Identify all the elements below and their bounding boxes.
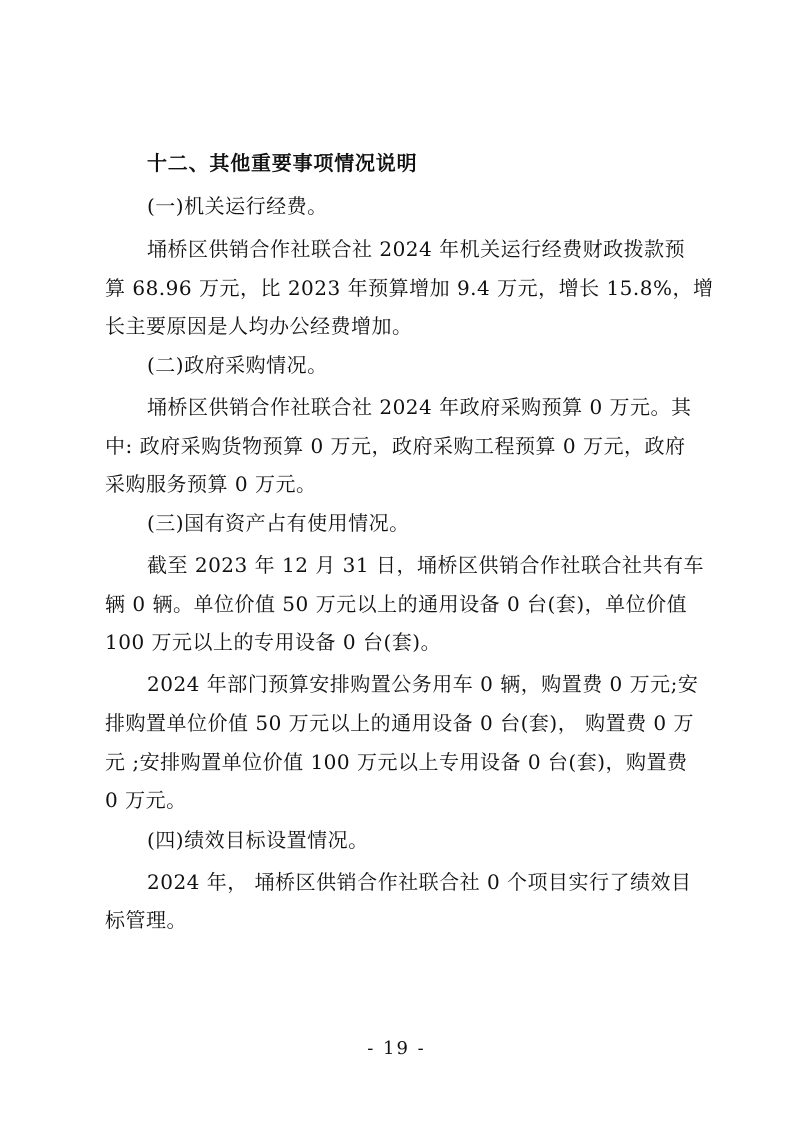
subheading-operating-expenses: (一)机关运行经费。 — [147, 194, 328, 218]
paragraph-line: 2024 年部门预算安排购置公务用车 0 辆，购置费 0 万元;安 — [147, 672, 699, 696]
section-heading: 十二、其他重要事项情况说明 — [147, 151, 418, 175]
paragraph-line: 排购置单位价值 50 万元以上的通用设备 0 台(套)， 购置费 0 万 — [105, 711, 695, 735]
subheading-performance-targets: (四)绩效目标设置情况。 — [147, 828, 369, 852]
paragraph-line: 截至 2023 年 12 月 31 日，埇桥区供销合作社联合社共有车 — [147, 553, 704, 577]
paragraph-line: 2024 年， 埇桥区供销合作社联合社 0 个项目实行了绩效目 — [147, 870, 692, 894]
paragraph-line: 0 万元。 — [105, 788, 187, 812]
page-number: - 19 - — [367, 1038, 426, 1059]
paragraph-line: 算 68.96 万元，比 2023 年预算增加 9.4 万元，增长 15.8%，增 — [105, 276, 714, 300]
subheading-state-assets: (三)国有资产占有使用情况。 — [147, 511, 410, 535]
paragraph-line: 标管理。 — [105, 908, 187, 932]
paragraph-line: 长主要原因是人均办公经费增加。 — [105, 314, 413, 338]
paragraph-line: 埇桥区供销合作社联合社 2024 年政府采购预算 0 万元。其 — [147, 395, 692, 419]
paragraph-line: 采购服务预算 0 万元。 — [105, 472, 317, 496]
paragraph-line: 中: 政府采购货物预算 0 万元，政府采购工程预算 0 万元，政府 — [105, 434, 686, 458]
paragraph-line: 元 ;安排购置单位价值 100 万元以上专用设备 0 台(套)，购置费 — [105, 750, 688, 774]
paragraph-line: 100 万元以上的专用设备 0 台(套)。 — [105, 630, 442, 654]
paragraph-line: 埇桥区供销合作社联合社 2024 年机关运行经费财政拨款预 — [147, 237, 686, 261]
paragraph-line: 辆 0 辆。单位价值 50 万元以上的通用设备 0 台(套)，单位价值 — [105, 592, 688, 616]
subheading-government-procurement: (二)政府采购情况。 — [147, 353, 328, 377]
